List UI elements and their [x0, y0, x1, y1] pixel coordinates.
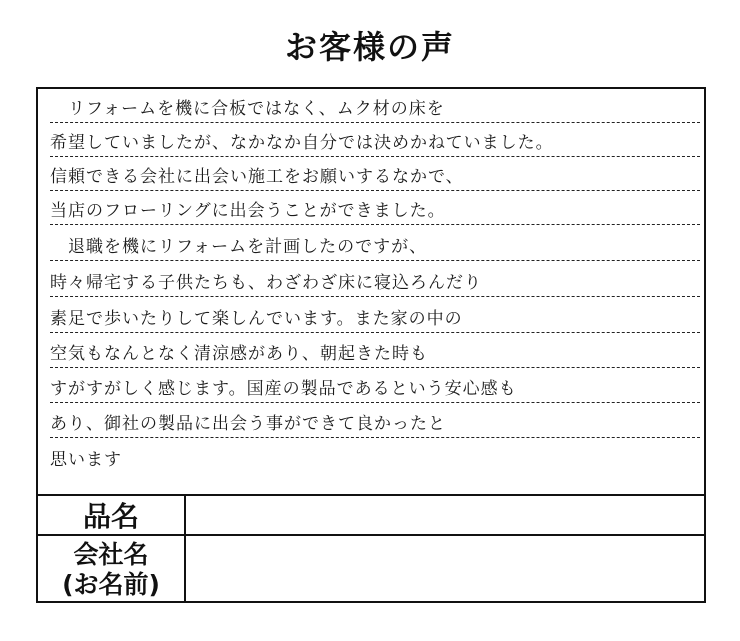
form-footer	[38, 494, 704, 601]
comment-line	[50, 89, 700, 123]
company-value[interactable]	[186, 536, 704, 603]
comment-line	[50, 404, 700, 438]
comment-text: 退職を機にリフォームを計画したのですが、	[50, 237, 428, 257]
comment-text: あり、御社の製品に出会う事ができて良かったと	[50, 414, 446, 434]
comment-line	[50, 369, 700, 403]
company-label	[38, 536, 186, 603]
comment-text: 信頼できる会社に出会い施工をお願いするなかで、	[50, 167, 464, 187]
comment-text: 時々帰宅する子供たちも、わざわざ床に寝込ろんだり	[50, 273, 482, 293]
company-row	[38, 536, 704, 603]
company-label-text: 会社名	[73, 539, 149, 569]
company-label-subtext: (お名前)	[62, 569, 160, 599]
comment-text: 空気もなんとなく清涼感があり、朝起きた時も	[50, 344, 428, 364]
comment-line	[50, 263, 700, 297]
comment-text: 思います	[50, 450, 122, 470]
comment-text: すがすがしく感じます。国産の製品であるという安心感も	[50, 379, 517, 399]
comment-text: 素足で歩いたりして楽しんでいます。また家の中の	[50, 309, 463, 329]
comment-text: 希望していましたが、なかなか自分では決めかねていました。	[50, 133, 554, 153]
comment-line	[50, 334, 700, 368]
product-label-text: 品名	[82, 500, 139, 533]
comment-line	[50, 299, 700, 333]
comment-lines	[38, 89, 704, 494]
product-label	[38, 496, 186, 534]
comment-text: 当店のフローリングに出会うことができました。	[50, 201, 446, 221]
product-value[interactable]	[186, 496, 704, 534]
comment-sheet	[36, 87, 706, 603]
product-row	[38, 496, 704, 536]
comment-text: リフォームを機に合板ではなく、ムク材の床を	[50, 99, 445, 119]
page-title: お客様の声	[284, 28, 455, 66]
comment-line	[50, 439, 700, 473]
comment-line	[50, 227, 700, 261]
comment-line	[50, 191, 700, 225]
comment-line	[50, 157, 700, 191]
comment-line	[50, 123, 700, 157]
